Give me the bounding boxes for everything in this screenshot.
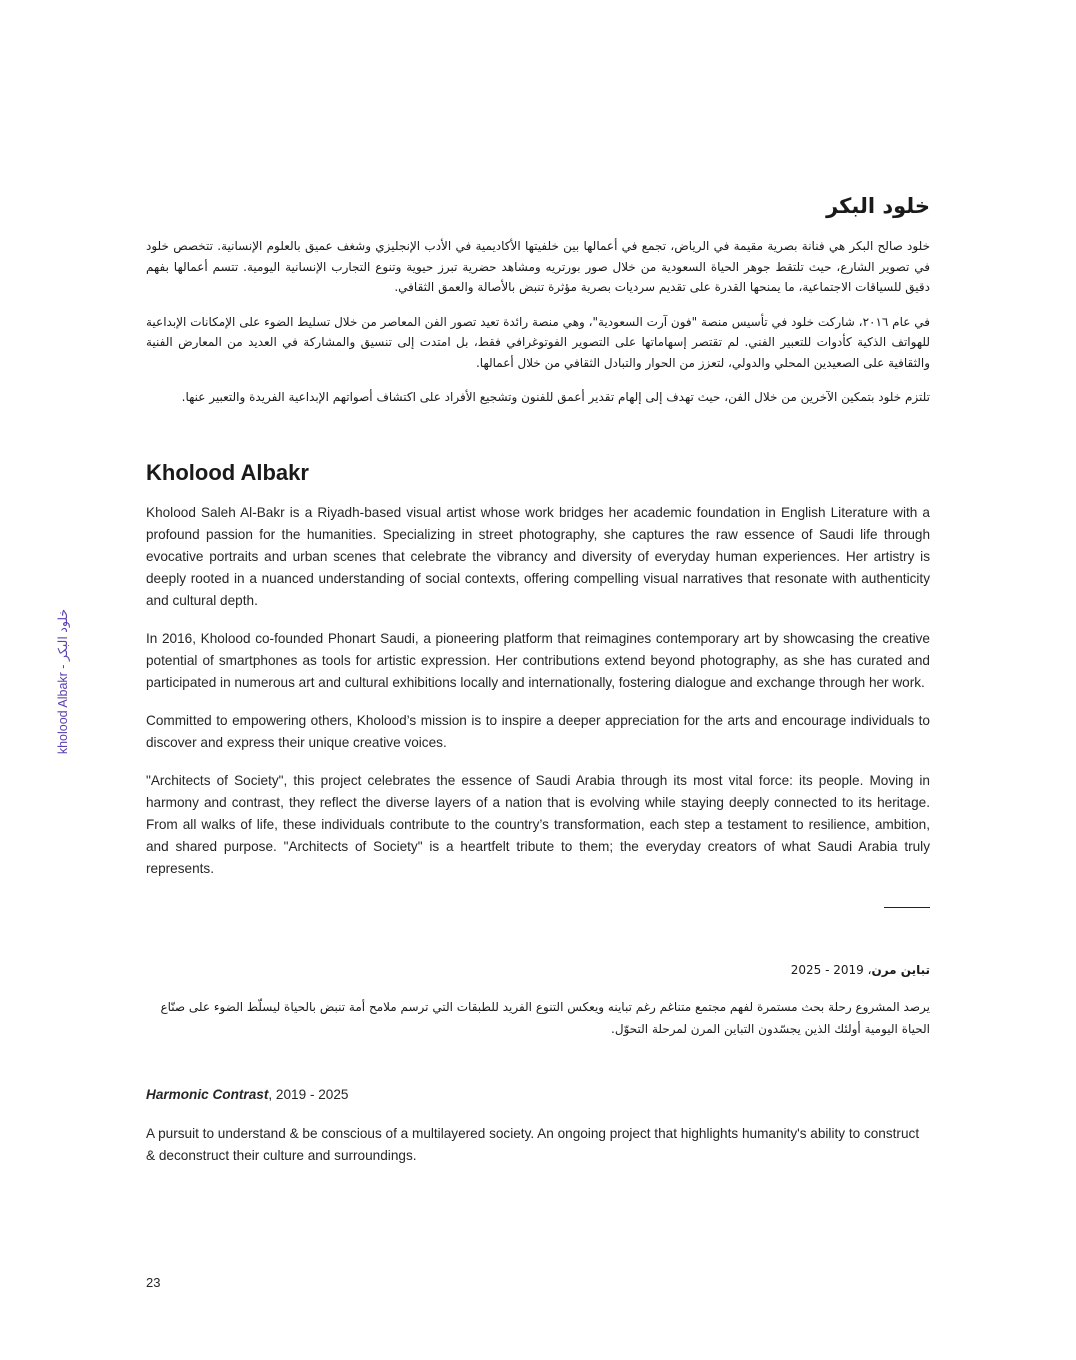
arabic-project-description: يرصد المشروع رحلة بحث مستمرة لفهم مجتمع متناغم رغم تباينه ويعكس التنوع الفريد للطبقات التي ترسم ملامح أمة تنبض بالحياة ليسلّط الضوء على صنّاع الحياة اليومية أولئك الذين يجسّدون التباين المرن لمرحلة التحوّل. [160,1000,930,1036]
arabic-bio-paragraph-2: في عام ٢٠١٦، شاركت خلود في تأسيس منصة "فون آرت السعودية"، وهي منصة رائدة تعيد تصور الفن المعاصر من خلال تسليط الضوء على الإمكانات الإبداعية للهواتف الذكية كأدوات للتعبير الفني. لم تقتصر إسهاماتها على التصوير الفوتوغرافي فقط، بل امتدت إلى تنسيق والمشاركة في العديد من المعارض الفنية والثقافية على الصعيدين المحلي والدولي، لتعزز من الحوار والتبادل الثقافي من خلال أعمالها. [146,314,930,370]
english-bio-paragraph-3: Committed to empowering others, Kholood’s mission is to inspire a deeper appreciation for the arts and encourage individuals to discover and express their unique creative voices. [146,713,930,750]
arabic-bio-paragraph-1: خلود صالح البكر هي فنانة بصرية مقيمة في الرياض، تجمع في أعمالها بين خلفيتها الأكاديمية في الأدب الإنجليزي وشغف عميق بالعلوم الإنسانية. تتخصص خلود في تصوير الشارع، حيث تلتقط جوهر الحياة السعودية من خلال صور بورتريه ومشاهد حضرية تبرز حيوية وتنوع التجارب الإنسانية اليومية. تتسم أعمالها بفهم دقيق للسياقات الاجتماعية، ما يمنحها القدرة على تقديم سرديات بصرية مؤثرة تنبض بالأصالة والعمق الثقافي. [146,239,930,294]
english-project-years: , 2019 - 2025 [268,1087,349,1102]
side-running-header [52,600,74,762]
english-biography [146,502,930,896]
section-divider [884,907,930,908]
page-number: 23 [146,1275,161,1290]
english-bio-paragraph-1: Kholood Saleh Al-Bakr is a Riyadh-based visual artist whose work bridges her academic foundation in English Literature with a profound passion for the humanities. Specializing in street photography, she captures the raw essence of Saudi life through evocative portraits and urban scenes that celebrate the vibrancy and diversity of everyday human experiences. Her artistry is deeply rooted in a nuanced understanding of social contexts, offering compelling visual narratives that resonate with authenticity and cultural depth. [146,505,930,608]
english-artist-name: Kholood Albakr [146,460,309,485]
arabic-bio-paragraph-3: تلتزم خلود بتمكين الآخرين من خلال الفن، حيث تهدف إلى إلهام تقدير أعمق للفنون وتشجيع الأفراد على اكتشاف أصواتهم الإبداعية الفريدة والتعبير عنها. [181,390,930,404]
arabic-project-title: تباين مرن [871,963,930,977]
arabic-artist-name: خلود البكر [826,194,930,218]
side-running-header-text: kholood Albakr - خلود البكر [56,608,71,754]
arabic-project-heading [791,960,930,980]
english-project-description: A pursuit to understand & be conscious of a multilayered society. An ongoing project that highlights humanity's ability to construct & deconstruct their culture and surroundings. [146,1126,920,1163]
english-project-heading [146,1085,349,1105]
english-project-title: Harmonic Contrast [146,1087,269,1102]
arabic-project-years: ، 2019 - 2025 [790,963,872,977]
english-bio-paragraph-2: In 2016, Kholood co-founded Phonart Saudi, a pioneering platform that reimagines contemporary art by showcasing the creative potential of smartphones as tools for artistic expression. Her contributions extend beyond photography, as she has curated and participated in numerous art and cultural exhibitions locally and internationally, fostering dialogue and exchange through her work. [146,631,930,690]
english-bio-paragraph-4: "Architects of Society", this project celebrates the essence of Saudi Arabia through its most vital force: its people. Moving in harmony and contrast, they reflect the diverse layers of a nation that is evolving while staying deeply connected to its heritage. From all walks of life, these individuals contribute to the country’s transformation, each step a testament to resilience, ambition, and shared purpose. "Architects of Society" is a heartfelt tribute to them; the everyday creators of what Saudi Arabia truly represents. [146,773,930,876]
arabic-biography [146,236,930,422]
